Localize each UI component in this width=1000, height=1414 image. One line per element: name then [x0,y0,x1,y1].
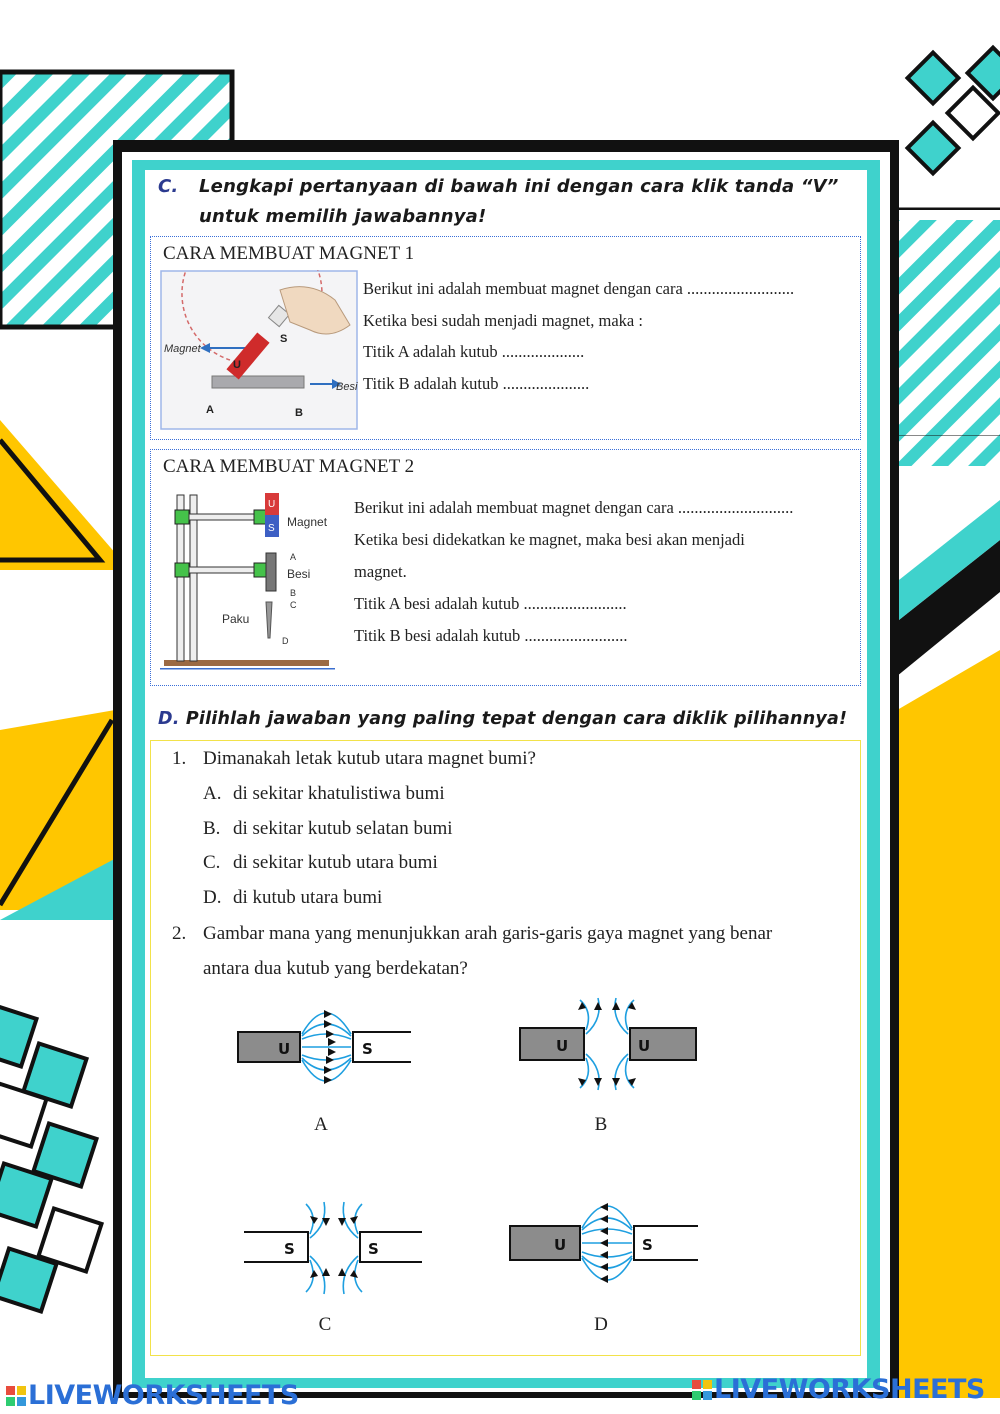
field-d-left-pole: U [554,1236,567,1254]
q1-option-a-text: di sekitar khatulistiwa bumi [233,783,445,804]
magnet1-line-4: Titik B adalah kutub ..................... [363,374,590,393]
magnet1-fig-u: U [233,359,241,371]
yellow-triangle-top [0,420,130,570]
q1-option-b-letter: B. [203,818,221,839]
field-a-left-pole: U [278,1040,291,1058]
magnet2-line-2: Ketika besi didekatkan ke magnet, maka besi akan menjadi [354,530,745,549]
section-d-text: Pilihlah jawaban yang paling tepat dengan cara diklik pilihannya! [185,709,848,729]
liveworksheets-logo-icon [692,1380,712,1400]
q1-option-c[interactable] [203,852,438,874]
magnet1-fig-besi: Besi [336,381,358,393]
magnet1-line-1: Berikut ini adalah membuat magnet dengan cara .......................... [363,279,795,298]
section-c-label: C. [158,176,179,197]
magnet2-line-3: magnet. [354,562,407,581]
magnet1-figure [160,270,358,430]
magnet1-line-3: Titik A adalah kutub .................... [363,342,585,361]
q1-option-c-text: di sekitar kutub utara bumi [233,852,438,873]
field-b-left-pole: U [556,1037,569,1055]
magnet2-fig-besi: Besi [287,567,311,581]
q1-option-c-letter: C. [203,852,221,873]
field-c-left-pole: S [284,1240,295,1258]
field-figure-b-label: B [594,1114,608,1135]
field-figure-d-label: D [594,1314,608,1335]
q1-number: 1. [172,748,187,769]
field-figure-b[interactable] [518,994,702,1094]
q1-option-a[interactable] [203,783,445,805]
magnet2-fig-magnet: Magnet [287,515,328,529]
q2-line1: Gambar mana yang menunjukkan arah garis-garis gaya magnet yang benar [203,923,773,944]
q1-option-b[interactable] [203,818,453,840]
brand-bottom-left [6,1380,299,1411]
brand-bottom-right [692,1374,985,1405]
q1-option-a-letter: A. [203,783,222,804]
field-figure-a-label: A [314,1114,328,1135]
magnet2-line-4: Titik A besi adalah kutub ......................... [354,594,627,613]
checker-pattern-bottom-left [0,1003,102,1311]
magnet2-fig-b: B [290,588,297,598]
field-c-right-pole: S [368,1240,379,1258]
q1-text: Dimanakah letak kutub utara magnet bumi? [203,748,536,769]
q2-number: 2. [172,923,187,944]
magnet2-fig-u: U [268,499,276,510]
field-figure-c[interactable] [240,1196,430,1300]
magnet2-fig-d: D [282,636,289,646]
checker-pattern-top-right [908,48,1000,174]
q2-line2: antara dua kutub yang berdekatan? [203,958,468,979]
section-c-line2: untuk memilih jawabannya! [199,206,487,227]
q1-option-b-text: di sekitar kutub selatan bumi [233,818,453,839]
magnet1-fig-magnet: Magnet [164,343,201,355]
field-a-right-pole: S [362,1040,373,1058]
q1-option-d-letter: D. [203,887,222,908]
section-c-line1: Lengkapi pertanyaan di bawah ini dengan cara klik tanda “V” [199,176,839,197]
magnet2-title: CARA MEMBUAT MAGNET 2 [163,456,415,477]
field-b-right-pole: U [638,1037,651,1055]
magnet2-figure [160,490,345,680]
field-figure-c-label: C [318,1314,332,1335]
magnet2-fig-a: A [290,552,297,562]
magnet1-fig-a: A [206,404,214,416]
q1-option-d-text: di kutub utara bumi [233,887,383,908]
field-d-right-pole: S [642,1236,653,1254]
magnet2-fig-c: C [290,600,297,610]
magnet2-line-5: Titik B besi adalah kutub ......................... [354,626,628,645]
section-d-label: D. [158,709,180,729]
magnet1-fig-s: S [280,333,288,345]
magnet1-fig-b: B [295,407,303,419]
field-figure-a[interactable] [236,994,420,1094]
q1-option-d[interactable] [203,887,383,909]
brand-name-right: LIVEWORKSHEETS [714,1374,985,1405]
magnet2-fig-paku: Paku [222,612,250,626]
magnet1-line-2: Ketika besi sudah menjadi magnet, maka : [363,311,643,330]
field-figure-d[interactable] [508,1186,704,1298]
brand-name-left: LIVEWORKSHEETS [28,1380,299,1411]
magnet2-line-1: Berikut ini adalah membuat magnet dengan cara ............................ [354,498,794,517]
liveworksheets-logo-icon [6,1386,26,1406]
section-c-heading [158,176,178,197]
magnet2-fig-s: S [268,523,275,534]
section-d-heading [158,709,847,729]
magnet1-title: CARA MEMBUAT MAGNET 1 [163,243,415,264]
